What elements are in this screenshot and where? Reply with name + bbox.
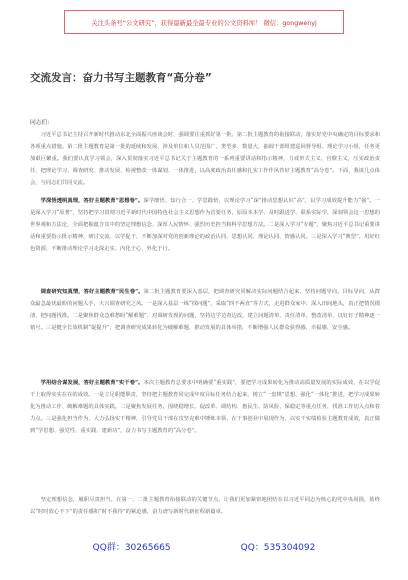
- paragraph-thought: [30, 196, 380, 280]
- promo-banner: [64, 10, 344, 34]
- paragraph-text: 本次主题教育总要求中明确要“重实践”，要把学习成果转化为推动高质量发展的实际成效，在以学促干上取得实实在在的成效。一是立足职能职责，坚持把主题教育同完成年度目标任务结合起来，树立“一盘棋”思想，强化“一体化”推进，把学习成果转化为推动工作、破解难题的具体实践。二是聚焦发展任务，围绕稳增长、促改革、调结构、惠民生、防风险、保稳定等重点任务，找准工作切入点和着力点。三是强化担当作为，大力弘扬实干精神，引导党员干部在攻坚克难中锤炼本领、在干事创业中展现作为，以实干实绩检验主题教育成效，真正做到“学思想、强党性、重实践、建新功”，奋力书写主题教育的“高分卷”。: [30, 380, 380, 434]
- paragraph-text: 坚定理想信念，履职尽责担当。在第一、二批主题教育衔接联动的关键节点，让我们更加紧密地团结在以习近平同志为核心的党中央周围，始终以“时时放心不下”的责任感和“时不我待”的紧迫感，奋力谱写新时代新征程新篇章。: [30, 497, 380, 515]
- paragraph-text: 深学细悟、知行合一、学思践悟，以理论学习“深”推动思想认识“高”，以学习成效提升能力“强”。一是深入学习“原著”，坚持把学习贯彻习近平新时代中国特色社会主义思想作为首要任务，原原本本学、及时跟进学、联系实际学，深刻领会这一思想的世界观和方法论，全面把握蕴含其中的坚定理想信念、深厚人民情怀、强烈历史担当和科学思想方法。二是深入学习“专题”，聚焦习近平总书记重要讲话和重要指示批示精神，研讨交流、以学促干，不断加深对党的创新理论的政治认同、思想认同、理论认同、情感认同。三是深入学习“典型”，用好红色资源，不断推动理论学习走深走实、内化于心、外化于行。: [30, 198, 380, 252]
- paragraph-text: 第二批主题教育要深入基层，把调查研究同解决实际问题结合起来，坚持问题导向、目标导向，从群众最急最忧最盼的问题入手，大兴调查研究之风。一是深入基层一线“找问题”，采取“四不两直”等方式，走进群众家中、深入田间地头，真正把情况摸清、把问题找准。二是聚焦群众急难愁盼“解难题”，对调研发现的问题，坚持边学边查边改，建立问题清单、责任清单、整改清单，以钉钉子精神逐一销号。三是健全长效机制“促提升”，把调查研究成果转化为破解难题、推动发展的具体举措，不断增强人民群众获得感、幸福感、安全感。: [30, 289, 380, 331]
- promo-banner-text: 关注头条号“公文研究”，获得最新最全最专业的公文资料库！ 微信：gongwenyj: [91, 19, 317, 27]
- qq-group-number: QQ群：30265665: [92, 543, 171, 553]
- qq-contact-number: QQ：535304092: [240, 543, 316, 553]
- paragraph-lead: 学用结合谋发展，答好主题教育“实干卷”。: [40, 380, 144, 386]
- paragraph-intro: [30, 130, 380, 189]
- paragraph-lead: 学深悟透明真理，答好主题教育“思想卷”。: [40, 198, 144, 204]
- greeting: 同志们：: [30, 120, 54, 126]
- paragraph-lead: 调查研究知真情，答好主题教育“民生卷”。: [40, 289, 144, 295]
- paragraph-livelihood: [30, 287, 380, 371]
- document-body: [30, 118, 380, 537]
- contact-footer: [0, 540, 408, 556]
- document-title: 交流发言：奋力书写主题教育“高分卷”: [30, 72, 212, 84]
- paragraph-text: 习近平总书记主持召开新时代推动东北全面振兴座谈会时，强调要注重抓好第一批、第二批主题教育的衔接联动，落实好党中央确定的目标要求和各项重点措施。第二批主题教育是第一批的延续和发展，涉及单位和人员范围广、类型多、数量大，抽调干部组建巡回督导组、理论学习小组，任务更加艰巨繁重。我们要认真学习领会，深入贯彻落实习近平总书记关于主题教育的一系列重要讲话和指示精神，力戒形式主义、官僚主义，压实政治责任，把理论学习、调查研究、推动发展、检视整改一体谋划、一体推进，以高度政治责任感和扎实工作作风答好主题教育“高分卷”。下面，我谈几点体会，与同志们共同交流。: [30, 132, 380, 186]
- paragraph-practice: [30, 378, 380, 488]
- paragraph-closing: [30, 495, 380, 530]
